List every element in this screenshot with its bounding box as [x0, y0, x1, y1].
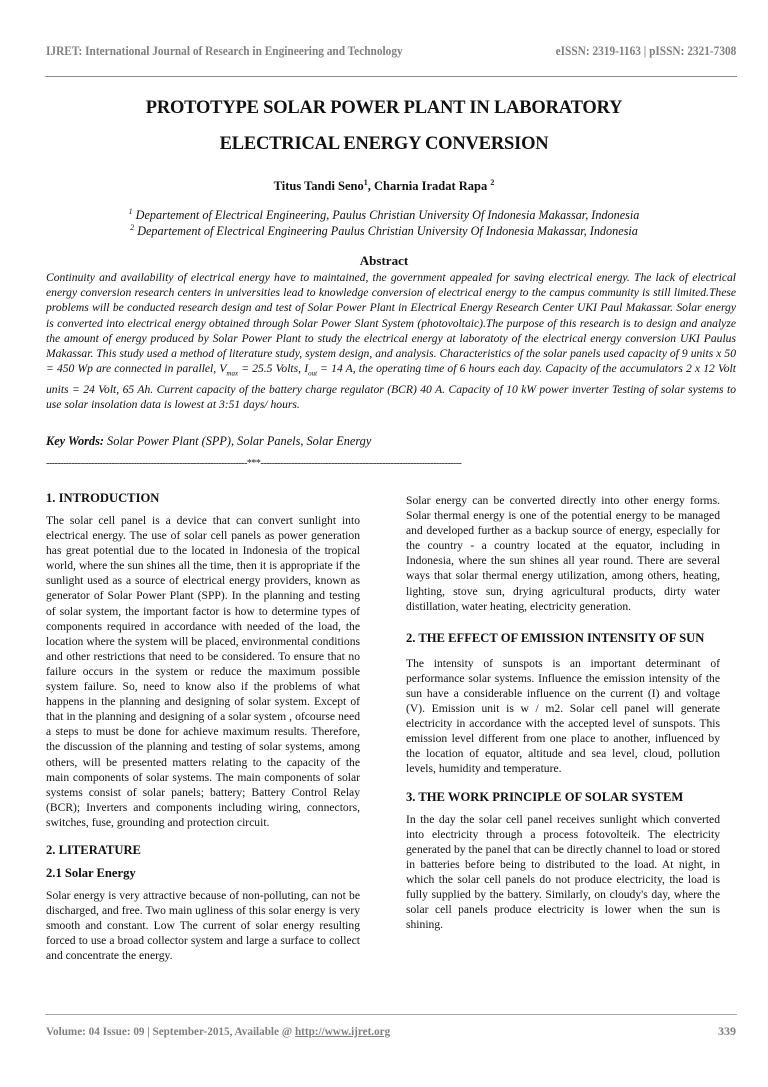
abstract-body [46, 270, 736, 412]
emission-intensity-body: The intensity of sunspots is an important determinant of performance solar systems. Influence the emission intensity of the sun have a considerable influence on the current (I) and voltage (V). Emission unit is w / m2. Solar cell panel will generate electricity in accordance with the accepted level of sunspots. This emission level different from one place to another, influenced by the location of equator, altitude and sea level, cloud, pollution levels, humidity and temperature. [406, 656, 720, 776]
solar-energy-continued-body: Solar energy can be converted directly into other energy forms. Solar thermal energy is one of the potential energy to be managed and developed further as a backup source of energy, especially for the country - a country located at the equator, including in Indonesia, where the sun shines all year round. There are several ways that solar thermal energy utilization, among others, heating, lighting, stove sun, drying agricultural products, dirty water distillation, water heating, electricity generation. [406, 494, 720, 613]
author-name: Titus Tandi Seno [273, 179, 364, 194]
work-principle-body: In the day the solar cell panel receives sunlight which converted into electricity through a process fotovolteik. The electricity generated by the panel that can be directly channel to load or stored in batteries before being to distributed to the load. At night, in which the solar cell panels do not produce electricity, the load is fully supplied by the battery. Similarly, on cloudy's day, where the solar cell panels produce electricity is lower when the sun is shining. [406, 812, 720, 932]
keywords-label: Key Words: [46, 434, 104, 448]
footer-divider [45, 1014, 737, 1015]
volume-text: Volume: 04 Issue: 09 | September-2015, Available @ [46, 1024, 295, 1038]
affiliation-mark: 1 [128, 207, 133, 216]
iout-subscript: out [308, 369, 318, 378]
introduction-body: The solar cell panel is a device that can convert sunlight into electrical energy. The use of solar cell panels as power generation has great potential due to the located in Indonesia of the tropical world, where the sun shines all the time, then it is appropriate if the sunlight used as a source of electrical energy providers, known as generator of Solar Power Plant (SPP). In the planning and testing of solar system, the important factor is how to determine types of components required in accordance with needed of the load, the location where the system will be placed, environmental conditions and other restrictions that need to be considered. To ensure that no failure occurs in the system or reduce the maximum possible system failure. So, need to know also if the problems of what happens in the planning and designing of solar system. Except of that in the planning and designing of a solar system , ofcourse need a steps to must be done for achieve maximum results. Therefore, the discussion of the planning and testing of solar systems, among others, will be presented matters relating to the capacity of the main components of solar systems. The main components of solar systems consist of solar panels; battery; Battery Control Relay (BCR); Inverters and components including wiring, connectors, switches, fuse, grounding and protection circuit. [46, 514, 360, 829]
left-column [46, 490, 360, 963]
abstract-text: = 25.5 Volts, I [238, 362, 309, 376]
author-affiliation-mark: 2 [490, 178, 495, 187]
volume-info [46, 1024, 390, 1039]
paper-title-line-2: ELECTRICAL ENERGY CONVERSION [219, 134, 549, 154]
abstract-heading: Abstract [359, 253, 409, 268]
affiliation-2 [0, 223, 768, 239]
affiliation-1 [0, 207, 768, 223]
keywords-text: Solar Power Plant (SPP), Solar Panels, Solar Energy [103, 434, 372, 448]
abstract-text: = 14 A, the operating time of 6 hours each day. Capacity of the accumulators 2 x 12 Volt units = 24 Volt, 65 Ah. Current capacity of the battery charge regulator (BCR) 40 A. Capacity of 10 kW power inverter Testing of solar systems to use solar insolation data is lowest at 3:51 days/ hours. [46, 362, 736, 411]
header-divider [45, 76, 737, 77]
author-name: Charnia Iradat Rapa [374, 179, 488, 194]
affiliation-mark: 2 [130, 223, 135, 232]
section-heading-emission-intensity: 2. THE EFFECT OF EMISSION INTENSITY OF SUN [406, 630, 705, 645]
affiliation-text: Departement of Electrical Engineering Paulus Christian University Of Indonesia Makassar, Indonesia [137, 224, 638, 239]
issn-info: eISSN: 2319-1163 | pISSN: 2321-7308 [555, 44, 736, 58]
right-column [406, 493, 720, 932]
abstract-text: Continuity and availability of electrical energy have to maintained, the government appealed for saving electrical energy. The lack of electrical energy conversion research centers in universities lead to knowledge conversion of electrical energy to the campus community is still limited.These problems will be conducted research design and test of Solar Power Plant in Electrical Energy Research Center UKI Paul Makassar. Solar energy is converted into electrical energy obtained through Solar Power Slant System (photovoltaic).The purpose of this research is to design and analyze the amount of energy produced by Solar Power Plant to study the electrical energy at laboratoty of the electrical energy conversion UKI Paulus Makassar. This study used a method of literature study, system design, and analysis. Characteristics of the solar panels used capacity of 9 units x 50 = 450 Wp are connected in parallel, V [46, 271, 736, 376]
section-separator: -----------------------------------------------------------------------***----------------------------------------------------------------------- [46, 458, 462, 469]
author-list [0, 178, 768, 194]
page-number: 339 [718, 1024, 736, 1038]
paper-title-line-1: PROTOTYPE SOLAR POWER PLANT IN LABORATORY [145, 98, 623, 118]
author-separator: , [367, 179, 374, 194]
journal-website-link[interactable]: http://www.ijret.org [294, 1024, 391, 1038]
author-affiliation-mark: 1 [363, 178, 368, 187]
vmax-subscript: max [226, 369, 239, 378]
subsection-heading-solar-energy: 2.1 Solar Energy [46, 865, 136, 880]
section-heading-literature: 2. LITERATURE [46, 842, 141, 857]
keywords [46, 434, 736, 449]
section-heading-introduction: 1. INTRODUCTION [46, 491, 160, 505]
journal-name: IJRET: International Journal of Research in Engineering and Technology [46, 44, 403, 58]
affiliation-text: Departement of Electrical Engineering, Paulus Christian University Of Indonesia Makassar, Indonesia [135, 208, 640, 223]
solar-energy-body: Solar energy is very attractive because of non-polluting, can not be discharged, and free. Two main ugliness of this solar energy is very smooth and constant. Low The current of solar energy resulting forced to use a broad collector system and large a surface to collect and concentrate the energy. [46, 888, 360, 963]
section-heading-work-principle: 3. THE WORK PRINCIPLE OF SOLAR SYSTEM [406, 789, 684, 804]
